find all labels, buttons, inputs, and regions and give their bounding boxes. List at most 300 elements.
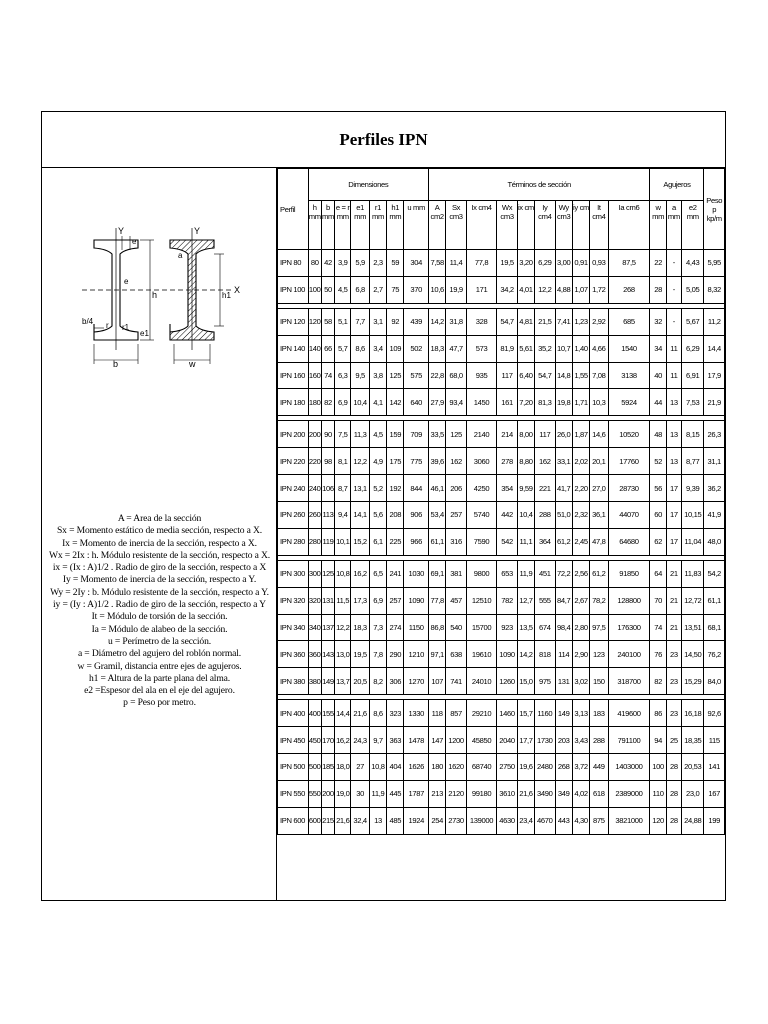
value-cell: 8,6: [369, 700, 386, 727]
value-cell: 16,18: [682, 700, 704, 727]
value-cell: 19,5: [351, 641, 369, 668]
value-cell: 9,39: [682, 475, 704, 502]
value-cell: 7,8: [369, 641, 386, 668]
table-row: [278, 276, 725, 303]
value-cell: 13: [369, 807, 386, 834]
value-cell: 220: [308, 448, 321, 475]
value-cell: 741: [446, 668, 466, 695]
value-cell: 257: [387, 587, 404, 614]
value-cell: 51,0: [555, 502, 572, 529]
value-cell: 1210: [404, 641, 429, 668]
legend-line: Iy = Momento de inercia de la sección, respecto a Y.: [62, 574, 257, 586]
profile-name-cell: IPN 340: [278, 614, 309, 641]
value-cell: 260: [308, 502, 321, 529]
value-cell: 78,2: [590, 587, 608, 614]
value-cell: 241: [387, 560, 404, 587]
value-cell: 28: [650, 276, 666, 303]
sub-header-cell: Ia cm6: [608, 201, 650, 250]
value-cell: 125: [446, 421, 466, 448]
value-cell: 10,4: [351, 389, 369, 416]
value-cell: 3490: [535, 780, 555, 807]
left-panel: [42, 168, 277, 900]
value-cell: 966: [404, 528, 429, 555]
value-cell: 206: [446, 475, 466, 502]
value-cell: 5,67: [682, 308, 704, 335]
value-cell: 8,2: [369, 668, 386, 695]
value-cell: 485: [387, 807, 404, 834]
value-cell: 0,91: [572, 250, 589, 277]
label-e1: e1: [140, 329, 149, 338]
value-cell: 29210: [466, 700, 497, 727]
value-cell: 123: [590, 641, 608, 668]
value-cell: 1200: [446, 727, 466, 754]
value-cell: 450: [308, 727, 321, 754]
value-cell: 8,77: [682, 448, 704, 475]
value-cell: 75: [387, 276, 404, 303]
value-cell: 15700: [466, 614, 497, 641]
symbol-legend: [42, 513, 277, 710]
value-cell: 12510: [466, 587, 497, 614]
value-cell: 167: [704, 780, 725, 807]
value-cell: 906: [404, 502, 429, 529]
value-cell: 1,07: [572, 276, 589, 303]
sub-header-cell: It cm4: [590, 201, 608, 250]
legend-line: It = Módulo de torsión de la sección.: [91, 611, 228, 623]
table-row: [278, 807, 725, 834]
value-cell: 6,9: [335, 389, 351, 416]
value-cell: 200: [321, 780, 334, 807]
value-cell: 9,4: [335, 502, 351, 529]
value-cell: 81,9: [497, 335, 517, 362]
value-cell: 3,72: [572, 754, 589, 781]
value-cell: 91850: [608, 560, 650, 587]
profile-name-cell: IPN 220: [278, 448, 309, 475]
value-cell: 1450: [466, 389, 497, 416]
value-cell: 502: [404, 335, 429, 362]
value-cell: 185: [321, 754, 334, 781]
value-cell: 46,1: [428, 475, 445, 502]
value-cell: 2389000: [608, 780, 650, 807]
value-cell: 11,4: [446, 250, 466, 277]
value-cell: 203: [555, 727, 572, 754]
value-cell: 106: [321, 475, 334, 502]
legend-line: Sx = Momento estático de media sección, respecto a X.: [57, 525, 262, 537]
value-cell: 2140: [466, 421, 497, 448]
value-cell: 370: [404, 276, 429, 303]
value-cell: 1160: [535, 700, 555, 727]
value-cell: 288: [590, 727, 608, 754]
value-cell: 11,04: [682, 528, 704, 555]
value-cell: 19,8: [555, 389, 572, 416]
value-cell: 21,5: [535, 308, 555, 335]
value-cell: 1626: [404, 754, 429, 781]
value-cell: 35,2: [535, 335, 555, 362]
value-cell: 11,1: [517, 528, 534, 555]
value-cell: 92,6: [704, 700, 725, 727]
table-row: [278, 700, 725, 727]
value-cell: 27: [351, 754, 369, 781]
header-peso: Peso p kp/m: [704, 169, 725, 250]
value-cell: 39,6: [428, 448, 445, 475]
value-cell: 20,5: [351, 668, 369, 695]
table-row: [278, 475, 725, 502]
value-cell: 4,01: [517, 276, 534, 303]
value-cell: 28: [666, 754, 681, 781]
value-cell: 117: [497, 362, 517, 389]
value-cell: 7,5: [335, 421, 351, 448]
value-cell: 6,1: [369, 528, 386, 555]
value-cell: 1150: [404, 614, 429, 641]
legend-line: Wx = 2Ix : h. Módulo resistente de la sección, respecto a X.: [49, 549, 270, 561]
value-cell: 149: [555, 700, 572, 727]
table-row: [278, 421, 725, 448]
table-row: [278, 780, 725, 807]
value-cell: 97,5: [590, 614, 608, 641]
value-cell: 22,8: [428, 362, 445, 389]
value-cell: 300: [308, 560, 321, 587]
value-cell: 19,9: [446, 276, 466, 303]
legend-line: Ix = Momento de inercia de la sección, respecto a X.: [62, 537, 257, 549]
value-cell: 109: [387, 335, 404, 362]
value-cell: 1,71: [572, 389, 589, 416]
value-cell: 419600: [608, 700, 650, 727]
value-cell: 18,35: [682, 727, 704, 754]
value-cell: 274: [387, 614, 404, 641]
value-cell: 20,53: [682, 754, 704, 781]
value-cell: 64: [650, 560, 666, 587]
value-cell: 221: [535, 475, 555, 502]
value-cell: 175: [387, 448, 404, 475]
value-cell: 10,3: [590, 389, 608, 416]
value-cell: 125: [321, 560, 334, 587]
value-cell: 155: [321, 700, 334, 727]
value-cell: 114: [555, 641, 572, 668]
value-cell: 257: [446, 502, 466, 529]
value-cell: 328: [466, 308, 497, 335]
value-cell: 214: [497, 421, 517, 448]
value-cell: 575: [404, 362, 429, 389]
value-cell: 84,7: [555, 587, 572, 614]
sub-header-cell: h mm: [308, 201, 321, 250]
sub-header-cell: b mm: [321, 201, 334, 250]
value-cell: 449: [590, 754, 608, 781]
value-cell: 1787: [404, 780, 429, 807]
value-cell: 3060: [466, 448, 497, 475]
value-cell: 16,2: [335, 727, 351, 754]
value-cell: 47,7: [446, 335, 466, 362]
value-cell: 120: [650, 807, 666, 834]
value-cell: 6,29: [682, 335, 704, 362]
value-cell: 137: [321, 614, 334, 641]
value-cell: 653: [497, 560, 517, 587]
value-cell: 13: [666, 389, 681, 416]
value-cell: 16,2: [351, 560, 369, 587]
value-cell: 19610: [466, 641, 497, 668]
value-cell: 1260: [497, 668, 517, 695]
value-cell: 199: [704, 807, 725, 834]
value-cell: 4,02: [572, 780, 589, 807]
value-cell: 82: [650, 668, 666, 695]
value-cell: 53,4: [428, 502, 445, 529]
value-cell: 4,9: [369, 448, 386, 475]
value-cell: 171: [466, 276, 497, 303]
value-cell: 306: [387, 668, 404, 695]
value-cell: 6,9: [369, 587, 386, 614]
legend-line: p = Peso por metro.: [123, 697, 196, 709]
value-cell: 18,0: [335, 754, 351, 781]
table-row: [278, 641, 725, 668]
value-cell: 128800: [608, 587, 650, 614]
value-cell: 280: [308, 528, 321, 555]
value-cell: 2750: [497, 754, 517, 781]
value-cell: 23: [666, 641, 681, 668]
label-r1: r1: [122, 323, 130, 332]
value-cell: 875: [590, 807, 608, 834]
header-terminos: Términos de sección: [428, 169, 649, 201]
label-y-left: Y: [118, 226, 125, 236]
value-cell: 3,8: [369, 362, 386, 389]
value-cell: 3,9: [335, 250, 351, 277]
label-x: X: [234, 285, 241, 295]
value-cell: 19,0: [335, 780, 351, 807]
value-cell: 4,1: [369, 389, 386, 416]
sub-header-cell: u mm: [404, 201, 429, 250]
value-cell: 183: [590, 700, 608, 727]
profile-name-cell: IPN 320: [278, 587, 309, 614]
value-cell: 22: [650, 250, 666, 277]
table-row: [278, 587, 725, 614]
profile-name-cell: IPN 300: [278, 560, 309, 587]
value-cell: 618: [590, 780, 608, 807]
value-cell: 74: [650, 614, 666, 641]
value-cell: 98,4: [555, 614, 572, 641]
value-cell: 3821000: [608, 807, 650, 834]
value-cell: 27,0: [590, 475, 608, 502]
table-row: [278, 754, 725, 781]
value-cell: 119: [321, 528, 334, 555]
value-cell: 4,88: [555, 276, 572, 303]
value-cell: 6,8: [351, 276, 369, 303]
value-cell: 61,1: [428, 528, 445, 555]
value-cell: 640: [404, 389, 429, 416]
value-cell: 28: [666, 807, 681, 834]
value-cell: 709: [404, 421, 429, 448]
value-cell: 1403000: [608, 754, 650, 781]
profile-name-cell: IPN 280: [278, 528, 309, 555]
value-cell: 2,02: [572, 448, 589, 475]
value-cell: -: [666, 276, 681, 303]
value-cell: 12,72: [682, 587, 704, 614]
value-cell: 118: [428, 700, 445, 727]
value-cell: 290: [387, 641, 404, 668]
value-cell: 56: [650, 475, 666, 502]
value-cell: 5,9: [351, 250, 369, 277]
value-cell: 13,5: [517, 614, 534, 641]
value-cell: 120: [308, 308, 321, 335]
value-cell: 13: [666, 421, 681, 448]
value-cell: 500: [308, 754, 321, 781]
value-cell: -: [666, 308, 681, 335]
value-cell: 64680: [608, 528, 650, 555]
table-row: [278, 448, 725, 475]
value-cell: 3138: [608, 362, 650, 389]
value-cell: 23: [666, 668, 681, 695]
value-cell: 1620: [446, 754, 466, 781]
sub-header-cell: ix cm: [517, 201, 534, 250]
value-cell: 254: [428, 807, 445, 834]
value-cell: 11: [666, 335, 681, 362]
value-cell: 69,1: [428, 560, 445, 587]
label-e-top: e: [132, 237, 137, 246]
value-cell: 5,61: [517, 335, 534, 362]
value-cell: 18,3: [351, 614, 369, 641]
value-cell: 13: [666, 448, 681, 475]
value-cell: 14,2: [428, 308, 445, 335]
value-cell: 54,7: [497, 308, 517, 335]
value-cell: 192: [387, 475, 404, 502]
value-cell: 68740: [466, 754, 497, 781]
value-cell: 28730: [608, 475, 650, 502]
value-cell: 94: [650, 727, 666, 754]
value-cell: 170: [321, 727, 334, 754]
value-cell: 6,91: [682, 362, 704, 389]
value-cell: 17760: [608, 448, 650, 475]
value-cell: 2,90: [572, 641, 589, 668]
value-cell: 15,29: [682, 668, 704, 695]
value-cell: 44070: [608, 502, 650, 529]
value-cell: 12,7: [517, 587, 534, 614]
value-cell: 62: [650, 528, 666, 555]
value-cell: 445: [387, 780, 404, 807]
value-cell: 268: [555, 754, 572, 781]
value-cell: 17,9: [704, 362, 725, 389]
value-cell: 40: [650, 362, 666, 389]
value-cell: 21: [666, 614, 681, 641]
value-cell: 11,83: [682, 560, 704, 587]
value-cell: 278: [497, 448, 517, 475]
value-cell: 240: [308, 475, 321, 502]
value-cell: 17: [666, 502, 681, 529]
value-cell: 4,5: [369, 421, 386, 448]
value-cell: 50: [321, 276, 334, 303]
label-b: b: [113, 359, 119, 369]
value-cell: 141: [704, 754, 725, 781]
value-cell: 320: [308, 587, 321, 614]
value-cell: 15,0: [517, 668, 534, 695]
value-cell: 10,8: [335, 560, 351, 587]
label-r: r: [106, 321, 109, 330]
value-cell: 150: [590, 668, 608, 695]
value-cell: 240100: [608, 641, 650, 668]
value-cell: 76,2: [704, 641, 725, 668]
profile-name-cell: IPN 160: [278, 362, 309, 389]
value-cell: 41,7: [555, 475, 572, 502]
sub-header-cell: iy cm: [572, 201, 589, 250]
value-cell: 1924: [404, 807, 429, 834]
value-cell: 44: [650, 389, 666, 416]
sub-header-row: [278, 201, 725, 250]
value-cell: 2040: [497, 727, 517, 754]
value-cell: 2,92: [590, 308, 608, 335]
value-cell: 540: [446, 614, 466, 641]
value-cell: 162: [446, 448, 466, 475]
value-cell: 1,72: [590, 276, 608, 303]
label-b4: b/4: [82, 317, 94, 326]
value-cell: 27,9: [428, 389, 445, 416]
value-cell: 400: [308, 700, 321, 727]
value-cell: 72,2: [555, 560, 572, 587]
value-cell: 11,9: [517, 560, 534, 587]
value-cell: 363: [387, 727, 404, 754]
value-cell: 3,1: [369, 308, 386, 335]
value-cell: 5,6: [369, 502, 386, 529]
value-cell: 2,45: [572, 528, 589, 555]
value-cell: 77,8: [428, 587, 445, 614]
value-cell: 4670: [535, 807, 555, 834]
value-cell: 10,4: [517, 502, 534, 529]
label-w: w: [189, 359, 196, 369]
value-cell: 125: [387, 362, 404, 389]
value-cell: 14,4: [704, 335, 725, 362]
table-body: [278, 250, 725, 835]
value-cell: 60: [650, 502, 666, 529]
value-cell: 80: [308, 250, 321, 277]
value-cell: 162: [535, 448, 555, 475]
value-cell: 1090: [404, 587, 429, 614]
value-cell: 457: [446, 587, 466, 614]
value-cell: 316: [446, 528, 466, 555]
value-cell: 4,30: [572, 807, 589, 834]
value-cell: 638: [446, 641, 466, 668]
value-cell: 975: [535, 668, 555, 695]
value-cell: 23,4: [517, 807, 534, 834]
sub-header-cell: r1 mm: [369, 201, 386, 250]
label-y-right: Y: [194, 226, 201, 236]
value-cell: 54,2: [704, 560, 725, 587]
value-cell: 10,7: [555, 335, 572, 362]
value-cell: 113: [321, 502, 334, 529]
value-cell: 600: [308, 807, 321, 834]
sub-header-cell: A cm2: [428, 201, 445, 250]
value-cell: 542: [497, 528, 517, 555]
header-perfil: Perfil: [278, 169, 309, 250]
value-cell: 268: [608, 276, 650, 303]
table-row: [278, 668, 725, 695]
ipn-table-container: [277, 168, 725, 835]
value-cell: 1460: [497, 700, 517, 727]
value-cell: 74: [321, 362, 334, 389]
value-cell: 61,2: [590, 560, 608, 587]
value-cell: 1730: [535, 727, 555, 754]
legend-line: ix = (Ix : A)1/2 . Radio de giro de la sección, respecto a X: [52, 562, 267, 574]
ipn-section-diagram: [82, 226, 257, 421]
value-cell: 21,6: [335, 807, 351, 834]
header-agujeros: Agujeros: [650, 169, 704, 201]
value-cell: 14,8: [555, 362, 572, 389]
value-cell: 442: [497, 502, 517, 529]
value-cell: 70: [650, 587, 666, 614]
value-cell: 844: [404, 475, 429, 502]
value-cell: 7,58: [428, 250, 445, 277]
value-cell: 3,43: [572, 727, 589, 754]
value-cell: 98: [321, 448, 334, 475]
table-row: [278, 727, 725, 754]
value-cell: 140: [308, 335, 321, 362]
value-cell: 857: [446, 700, 466, 727]
value-cell: 12,2: [335, 614, 351, 641]
value-cell: 818: [535, 641, 555, 668]
label-e-web: e: [124, 277, 129, 286]
